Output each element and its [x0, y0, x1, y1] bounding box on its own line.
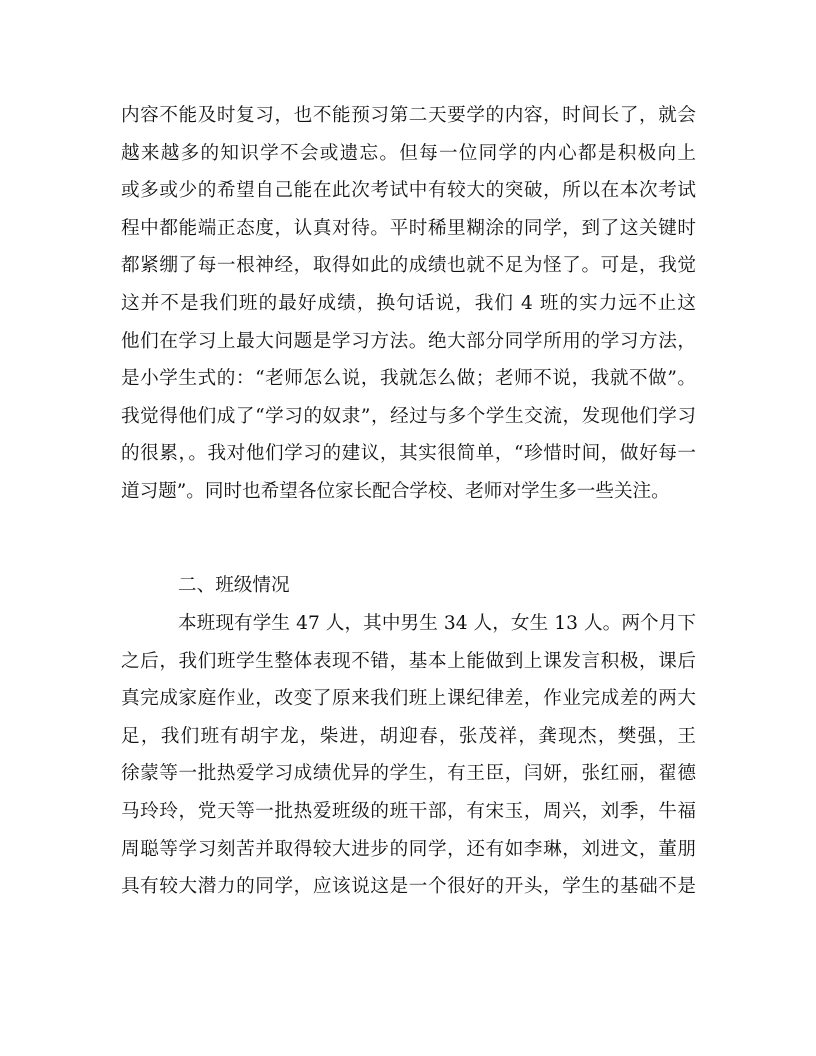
text-line: 的很累，。我对他们学习的建议，其实很简单，“珍惜时间，做好每一: [121, 443, 696, 465]
text-line: 真完成家庭作业，改变了原来我们班上课纪律差，作业完成差的两大: [121, 688, 696, 710]
section-heading: 二、班级情况: [178, 575, 290, 596]
text-line: 之后，我们班学生整体表现不错，基本上能做到上课发言积极，课后: [121, 650, 696, 672]
text-line: 具有较大潜力的同学，应该说这是一个很好的开头，学生的基础不是: [121, 876, 696, 898]
text-line: 马玲玲，党天等一批热爱班级的班干部，有宋玉，周兴，刘季，牛福: [121, 800, 696, 822]
text-line: 足，我们班有胡宇龙，柴进，胡迎春，张茂祥，龚现杰，樊强，王: [121, 725, 696, 747]
paragraph-2: [121, 605, 696, 906]
text-line: 都紧绷了每一根神经，取得如此的成绩也就不足为怪了。可是，我觉: [121, 255, 696, 277]
text-line: 程中都能端正态度，认真对待。平时稀里糊涂的同学，到了这关键时: [121, 217, 696, 239]
text-line: 道习题”。同时也希望各位家长配合学校、老师对学生多一些关注。: [121, 480, 670, 502]
text-line: 或多或少的希望自己能在此次考试中有较大的突破，所以在本次考试: [121, 180, 696, 202]
text-line: 徐蒙等一批热爱学习成绩优异的学生，有王臣，闫妍，张红丽，翟德: [121, 763, 696, 785]
text-line: 周聪等学习刻苦并取得较大进步的同学，还有如李琳，刘进文，董朋: [121, 838, 696, 860]
text-line: 他们在学习上最大问题是学习方法。绝大部分同学所用的学习方法，: [121, 330, 696, 352]
paragraph-1: [121, 97, 696, 511]
text-line: 本班现有学生 47 人，其中男生 34 人，女生 13 人。两个月下: [178, 613, 696, 634]
text-line: 我觉得他们成了“学习的奴隶”，经过与多个学生交流，发现他们学习: [121, 405, 696, 427]
text-line: 越来越多的知识学不会或遗忘。但每一位同学的内心都是积极向上: [121, 142, 696, 164]
section-heading-block: [121, 567, 696, 605]
text-line: 是小学生式的：“老师怎么说，我就怎么做；老师不说，我就不做”。: [121, 368, 696, 390]
text-line: 内容不能及时复习，也不能预习第二天要学的内容，时间长了，就会: [121, 105, 696, 126]
text-line: 这并不是我们班的最好成绩，换句话说，我们 4 班的实力远不止这: [121, 292, 696, 314]
